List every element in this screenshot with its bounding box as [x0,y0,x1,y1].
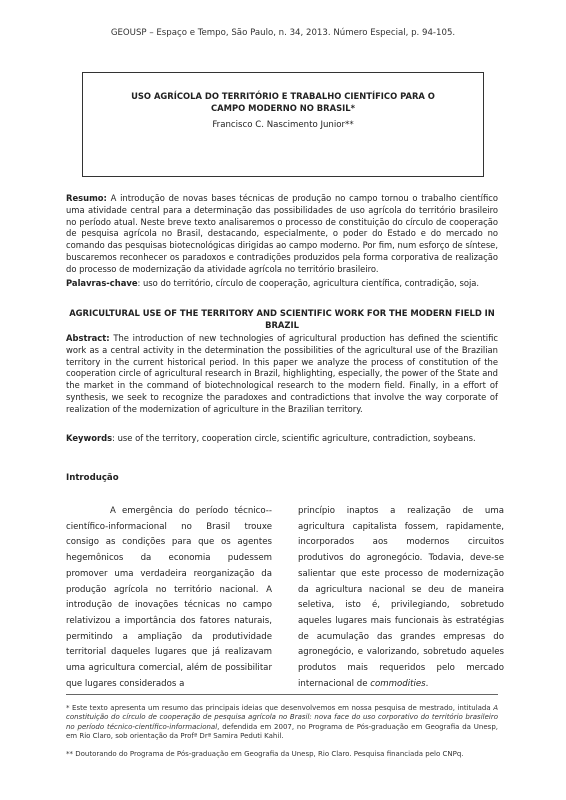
footnote-1 [66,704,498,742]
keywords-text: : use of the territory, cooperation circle, scientific agriculture, contradiction, soybeans. [112,433,476,443]
title-box [82,72,484,177]
author-name: Francisco C. Nascimento Junior** [212,120,354,130]
abstract-label: Abstract: [66,333,110,343]
article-title: USO AGRÍCOLA DO TERRITÓRIO E TRABALHO CIENTÍFICO PARA O CAMPO MODERNO NO BRASIL* [131,91,435,113]
footnote-divider [66,694,498,695]
palavras-chave-paragraph [66,278,498,290]
body-column-left: A emergência do período técnico--científico-informacional no Brasil trouxe consigo as condições para que os agentes hegemônicos da economia pudessem promover uma verdadeira reorganização da produção agrícola no território nacional. A introdução de inovações técnicas no campo relativizou a importância dos fatores naturais, permitindo a ampliação da produtividade territorial daqueles lugares que já realizavam uma agricultura comercial, além de possibilitar que lugares considerados a [66,506,272,689]
footnote-1-thesis-title: A constituição do círculo de cooperação de pesquisa agrícola no Brasil: nova face do uso corporativo do território brasileiro no período técnico-científico-informacional [66,704,498,731]
english-title: AGRICULTURAL USE OF THE TERRITORY AND SCIENTIFIC WORK FOR THE MODERN FIELD IN BRAZIL [69,308,495,330]
palavras-chave-label: Palavras-chave [66,278,138,288]
footnote-1-text-b: , defendida em 2007, no Programa de Pós-graduação em Geografia da Unesp, em Rio Claro, sob orientação da Profª Drª Samira Peduti Kahil. [66,722,498,741]
body-right-text: princípio inaptos a realização de uma agricultura capitalista fossem, rapidamente, incorporados aos modernos circuitos produtivos do agronegócio. Todavia, deve-se salientar que este processo de modernização da agricultura nacional se deu de maneira seletiva, isto é, privilegiando, sobretudo aqueles lugares mais funcionais às estratégias de acumulação das grandes empresas do agronegócio, e valorizando, sobretudo aqueles produtos mais requeridos pelo mercado internacional de [298,506,504,689]
journal-header: GEOUSP – Espaço e Tempo, São Paulo, n. 34, 2013. Número Especial, p. 94-105. [110,28,456,38]
keywords-label: Keywords [66,433,113,443]
body-column-right [298,504,504,692]
abstract-text: The introduction of new technologies of agricultural production has defined the scientific work as a central activity in the determination the possibilities of the agricultural use of the Brazilian territory in the current historical period. In this paper we analyze the process of constitution of the cooperation circle of agricultural research in Brazil, highlighting, especially, the power of the State and the market in the command of biotechnological research to the modern field. Finally, in a effort of synthesis, we seek to recognize the paradoxes and contradictions that involve the way corporate of realization of the modernization of agriculture in the Brazilian territory. [66,333,498,414]
palavras-chave-text: : uso do território, círculo de cooperação, agricultura científica, contradição, soja. [137,278,480,288]
resumo-label: Resumo: [66,193,107,203]
footnote-1-text-a: * Este texto apresenta um resumo das principais ideias que desenvolvemos em nossa pesquisa de mestrado, intitulada [66,704,494,712]
resumo-text: A introdução de novas bases técnicas de produção no campo tornou o trabalho científico uma atividade central para a determinação das possibilidades de uso agrícola do território brasileiro no período atual. Neste breve texto analisaremos o processo de constituição do círculo de cooperação de pesquisa agrícola no Brasil, destacando, especialmente, o poder do Estado e do mercado no comando das pesquisas biotecnológicas dirigidas ao campo moderno. Por fim, num esforço de síntese, buscaremos reconhecer os paradoxos e contradições produzidos pela forma corporativa de realização do processo de modernização da atividade agrícola no território brasileiro. [66,193,498,274]
resumo-paragraph [66,193,498,276]
keywords-paragraph [66,433,498,445]
body-right-emphasis: commodities [370,678,426,689]
abstract-paragraph [66,333,498,416]
intro-heading: Introdução [66,473,119,483]
footnote-2: ** Doutorando do Programa de Pós-graduação em Geografia da Unesp, Rio Claro. Pesquisa financiada pelo CNPq. [66,750,464,758]
body-right-end: . [425,678,429,689]
